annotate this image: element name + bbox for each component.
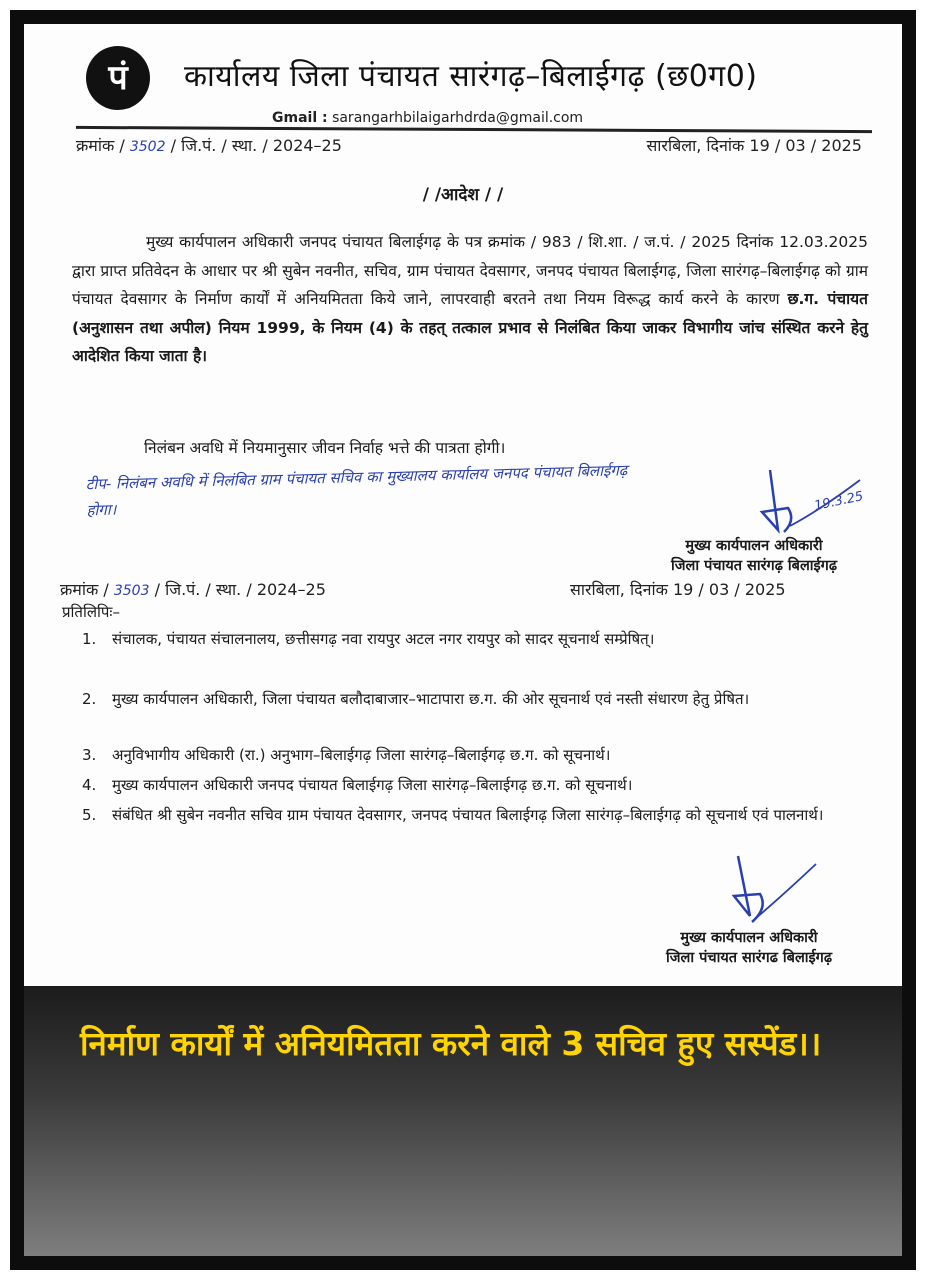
signature-mark-2 bbox=[720, 850, 830, 934]
order-paragraph bbox=[72, 228, 868, 371]
list-item-text: मुख्य कार्यपालन अधिकारी जनपद पंचायत बिलाईगढ़ जिला सारंगढ़–बिलाईगढ़ छ.ग. को सूचनार्थ। bbox=[112, 776, 633, 794]
ref-prefix: क्रमांक / bbox=[76, 136, 125, 155]
place-date-bottom: सारबिला, दिनांक 19 / 03 / 2025 bbox=[570, 580, 786, 599]
office-title: कार्यालय जिला पंचायत सारंगढ़–बिलाईगढ़ (छ0ग0) bbox=[184, 59, 758, 94]
news-caption-band bbox=[24, 986, 902, 1256]
gmail-label: Gmail : bbox=[272, 110, 328, 126]
order-text: मुख्य कार्यपालन अधिकारी जनपद पंचायत बिलाईगढ़ के पत्र क्रमांक / 983 / शि.शा. / ज.पं. / 2025 दिनांक 12.03.2025 द्वारा प्राप्त प्रतिवेदन के आधार पर श्री सुबेन नवनीत, सचिव, ग्राम पंचायत देवसागर, जनपद पंचायत बिलाईगढ़, जिला सारंगढ़–बिलाईगढ़ को ग्राम पंचायत देवसागर के निर्माण कार्यों में अनियमितता किये जाने, लापरवाही बरतने तथा नियम विरूद्ध कार्य करने के कारण bbox=[72, 233, 868, 309]
ref-number-handwritten: 3503 bbox=[113, 583, 150, 599]
list-item-number: 2. bbox=[82, 690, 97, 708]
signature-date-1: 19.3.25 bbox=[812, 489, 865, 514]
reference-number-top bbox=[76, 134, 342, 156]
allowance-paragraph: निलंबन अवधि में नियमानुसार जीवन निर्वाह भत्ते की पात्रता होगी। bbox=[144, 439, 506, 457]
place-date-top: सारबिला, दिनांक 19 / 03 / 2025 bbox=[646, 136, 862, 155]
list-item-number: 3. bbox=[82, 746, 97, 764]
letterhead-divider bbox=[76, 126, 872, 133]
list-item-number: 5. bbox=[82, 806, 97, 824]
order-text-bold: छ.ग. पंचायत (अनुशासन तथा अपील) नियम 1999, के नियम (4) के तहत् तत्काल प्रभाव से निलंबित किया जाकर विभागीय जांच संस्थित करने हेतु आदेशित किया जाता है। bbox=[72, 290, 868, 366]
list-item-number: 4. bbox=[82, 776, 97, 794]
ref-number-handwritten: 3502 bbox=[129, 139, 166, 155]
signatory-title: मुख्य कार्यपालन अधिकारी bbox=[685, 538, 823, 554]
list-item-text: मुख्य कार्यपालन अधिकारी, जिला पंचायत बलौदाबाजार–भाटापारा छ.ग. की ओर सूचनार्थ एवं नस्ती संधारण हेतु प्रेषित। bbox=[112, 690, 750, 708]
copies-label: प्रतिलिपिः– bbox=[62, 603, 120, 621]
list-item-number: 1. bbox=[82, 630, 97, 648]
news-headline: निर्माण कार्यों में अनियमितता करने वाले 3 सचिव हुए सस्पेंड।। bbox=[80, 1024, 822, 1063]
logo-glyph: पं bbox=[108, 59, 128, 97]
signatory-block-1 bbox=[624, 536, 884, 576]
list-item-text: संबंधित श्री सुबेन नवनीत सचिव ग्राम पंचायत देवसागर, जनपद पंचायत बिलाईगढ़ जिला सारंगढ़–बिलाईगढ़ को सूचनार्थ एवं पालनार्थ। bbox=[112, 806, 824, 824]
signatory-block-2 bbox=[614, 928, 884, 968]
order-title: / /आदेश / / bbox=[422, 185, 504, 205]
reference-number-bottom bbox=[60, 578, 326, 600]
list-item-text: संचालक, पंचायत संचालनालय, छत्तीसगढ़ नवा रायपुर अटल नगर रायपुर को सादर सूचनार्थ सम्प्रेषित्। bbox=[112, 630, 655, 648]
gmail-line bbox=[272, 110, 583, 126]
gmail-address: sarangarhbilaigarhdrda@gmail.com bbox=[332, 110, 584, 126]
list-item-text: अनुविभागीय अधिकारी (रा.) अनुभाग–बिलाईगढ़ जिला सारंगढ़–बिलाईगढ़ छ.ग. को सूचनार्थ। bbox=[112, 746, 611, 764]
office-logo bbox=[86, 46, 150, 110]
handwritten-note: टीप- निलंबन अवधि में निलंबित ग्राम पंचायत सचिव का मुख्यालय कार्यालय जनपद पंचायत बिलाईगढ़ होगा। bbox=[85, 461, 628, 520]
ref-suffix: / जि.पं. / स्था. / 2024–25 bbox=[170, 136, 342, 155]
ref-prefix: क्रमांक / bbox=[60, 580, 109, 599]
signatory-title: मुख्य कार्यपालन अधिकारी bbox=[680, 930, 818, 946]
ref-suffix: / जि.पं. / स्था. / 2024–25 bbox=[154, 580, 326, 599]
signatory-office: जिला पंचायत सारंगढ बिलाईगढ़ bbox=[665, 950, 832, 966]
document-page bbox=[24, 24, 902, 986]
signatory-office: जिला पंचायत सारंगढ़ बिलाईगढ़ bbox=[670, 558, 837, 574]
